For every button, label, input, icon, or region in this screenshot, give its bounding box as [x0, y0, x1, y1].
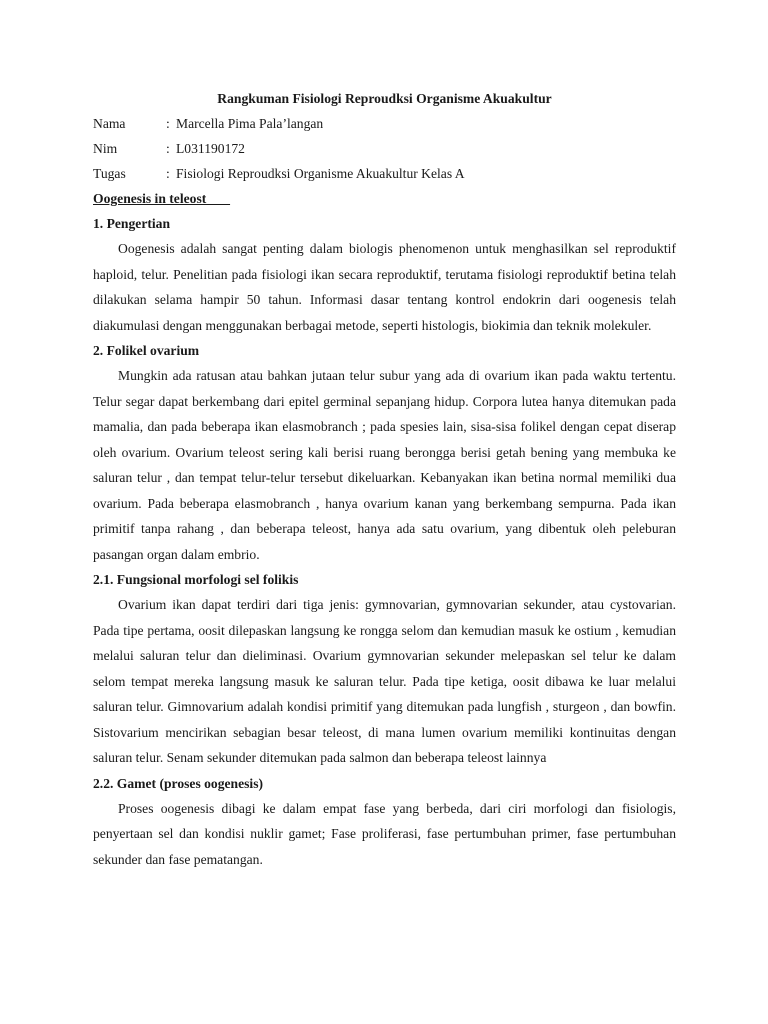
document-title: Rangkuman Fisiologi Reproudksi Organisme Akuakultur — [217, 91, 552, 106]
meta-label: Nim — [93, 141, 118, 156]
section-heading-folikel-ovarium: 2. Folikel ovarium — [93, 343, 200, 358]
section-paragraph-gamet: Proses oogenesis dibagi ke dalam empat fase yang berbeda, dari ciri morfologi dan fisiologis, penyertaan sel dan kondisi nuklir gamet; Fase proliferasi, fase pertumbuhan primer, fase pertumbuhan sekunder dan fase pematangan. — [93, 800, 676, 867]
meta-row-nim — [93, 136, 676, 161]
section-paragraph-morfologi-sel: Ovarium ikan dapat terdiri dari tiga jenis: gymnovarian, gymnovarian sekunder, atau cystovarian. Pada tipe pertama, oosit dilepaskan langsung ke rongga selom dan kemudian masuk ke ostium , kemudian melalui saluran telur dan dieliminasi. Ovarium gymnovarian sekunder melepaskan sel telur ke dalam selom tempat mereka langsung masuk ke saluran telur. Pada tipe ketiga, oosit dibawa ke luar melalui saluran telur. Gimnovarium adalah kondisi primitif yang ditemukan pada lungfish , sturgeon , dan bowfin. Sistovarium mencirikan sebagian besar teleost, di mana lumen ovarium memiliki kontinuitas dengan saluran telur. Senam sekunder ditemukan pada salmon dan beberapa teleost lainnya — [93, 597, 676, 765]
meta-colon: : — [166, 116, 170, 131]
meta-row-tugas — [93, 161, 676, 186]
meta-value-nama: Marcella Pima Pala’langan — [176, 116, 324, 131]
section-heading-morfologi-sel: 2.1. Fungsional morfologi sel folikis — [93, 572, 299, 587]
meta-value-tugas: Fisiologi Reproudksi Organisme Akuakultur Kelas A — [176, 166, 465, 181]
meta-colon: : — [166, 141, 170, 156]
section-paragraph-pengertian: Oogenesis adalah sangat penting dalam biologis phenomenon untuk menghasilkan sel reproduktif haploid, telur. Penelitian pada fisiologi ikan secara reproduktif, terutama fisiologi reproduktif betina telah dilakukan selama hampir 50 tahun. Informasi dasar tentang kontrol endokrin dari oogenesis telah diakumulasi dengan menggunakan berbagai metode, seperti histologis, biokimia dan teknik molekuler. — [93, 241, 676, 333]
topic-heading: Oogenesis in teleost — [93, 191, 231, 206]
meta-label: Nama — [93, 116, 126, 131]
meta-block — [93, 111, 676, 186]
meta-colon: : — [166, 166, 170, 181]
section-paragraph-folikel-ovarium: Mungkin ada ratusan atau bahkan jutaan telur subur yang ada di ovarium ikan pada waktu tertentu. Telur segar dapat berkembang dari epitel germinal sepanjang hidup. Corpora lutea hanya ditemukan pada mamalia, dan pada beberapa ikan elasmobranch ; pada spesies lain, sisa-sisa folikel dengan cepat diserap oleh ovarium. Ovarium teleost sering kali berisi ruang berongga berisi getah bening yang membuka ke saluran telur , dan tempat telur-telur tersebut dikeluarkan. Kebanyakan ikan betina normal memiliki dua ovarium. Pada beberapa elasmobranch , hanya ovarium kanan yang berkembang sempurna. Pada ikan primitif tanpa rahang , dan beberapa teleost, hanya ada satu ovarium, yang dibentuk oleh peleburan pasangan organ dalam embrio. — [93, 368, 676, 562]
meta-label: Tugas — [93, 166, 126, 181]
section-heading-gamet: 2.2. Gamet (proses oogenesis) — [93, 775, 264, 791]
meta-value-nim: L031190172 — [176, 141, 245, 156]
section-heading-pengertian: 1. Pengertian — [93, 216, 171, 231]
meta-row-nama — [93, 111, 676, 136]
